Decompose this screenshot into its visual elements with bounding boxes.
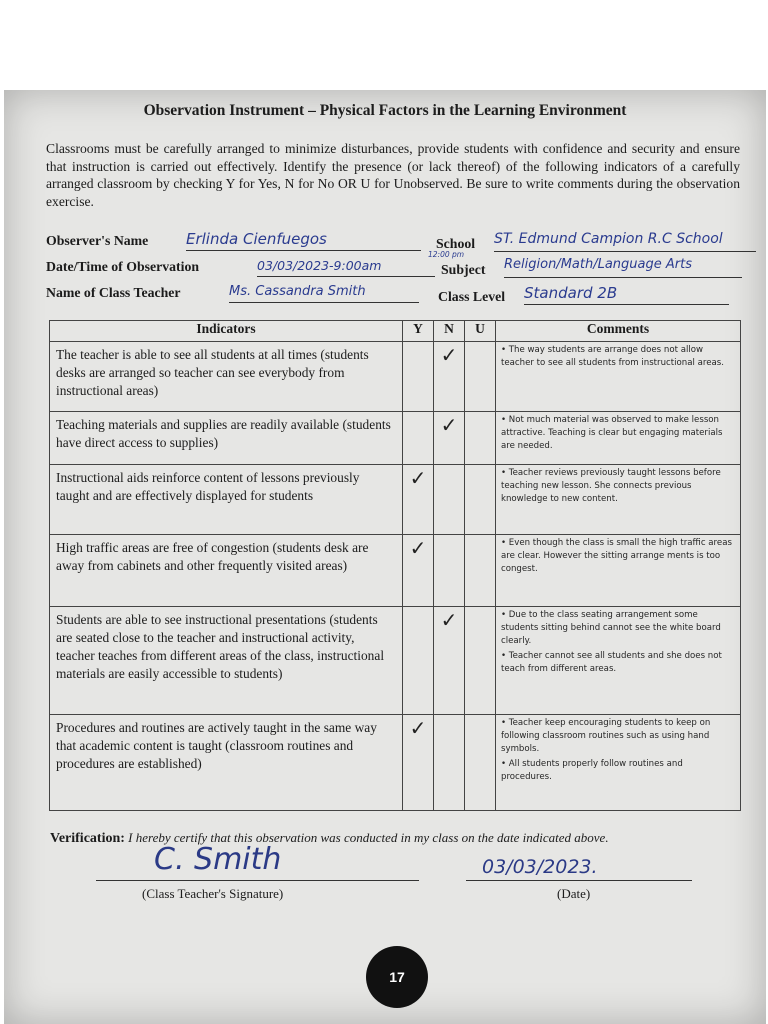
subject-value: Religion/Math/Language Arts <box>504 257 742 278</box>
comment-text: • Due to the class seating arrangement some students sitting behind cannot see the white board clearly. <box>501 610 721 646</box>
check-mark-icon: ✓ <box>409 468 427 490</box>
check-mark-icon: ✓ <box>440 345 458 367</box>
table-row <box>50 465 741 535</box>
observation-sheet <box>4 90 766 1024</box>
header-yes: Y <box>403 321 434 342</box>
comment-text: • All students properly follow routines and procedures. <box>501 759 683 782</box>
header-no: N <box>434 321 465 342</box>
comments-cell <box>496 715 741 811</box>
verification-text: I hereby certify that this observation was conducted in my class on the date indicated above. <box>128 830 609 845</box>
comment-text: • Teacher cannot see all students and she does not teach from different areas. <box>501 651 722 674</box>
class-level-label: Class Level <box>438 289 506 304</box>
class-level-value: Standard 2B <box>524 284 729 305</box>
date-line <box>466 880 692 881</box>
table-row <box>50 715 741 811</box>
school-label: School <box>436 236 476 251</box>
datetime-extra-value: 12:00 pm <box>428 250 465 259</box>
datetime-value: 03/03/2023-9:00am <box>257 258 435 277</box>
header-comments: Comments <box>496 321 741 342</box>
instructions-paragraph: Classrooms must be carefully arranged to minimize disturbances, provide students with confidence and security and ensure that instruction is carried out effectively. Identify the presence (or lack thereof) of the following indicators of a carefully arranged classroom by checking Y for Yes, N for No OR U for Unobserved. Be sure to write comments during the observation exercise. <box>46 141 740 209</box>
check-mark-icon: ✓ <box>409 538 427 560</box>
table-header-row <box>50 321 741 342</box>
indicator-cell: Instructional aids reinforce content of lessons previously taught and are effectively displayed for students <box>50 465 403 535</box>
comments-cell <box>496 607 741 715</box>
document-title: Observation Instrument – Physical Factors in the Learning Environment <box>143 102 627 119</box>
indicator-cell: Teaching materials and supplies are readily available (students have direct access to supplies) <box>50 412 403 465</box>
verification-statement <box>50 830 609 847</box>
comments-cell <box>496 342 741 412</box>
comments-cell <box>496 465 741 535</box>
verification-date-value: 03/03/2023. <box>482 856 598 878</box>
comment-text: • Teacher keep encouraging students to keep on following classroom routines such as using hand symbols. <box>501 718 711 754</box>
indicators-table <box>49 320 741 811</box>
observer-label: Observer's Name <box>46 233 149 248</box>
check-mark-icon: ✓ <box>440 415 458 437</box>
signature-caption: (Class Teacher's Signature) <box>142 886 284 901</box>
table-row <box>50 342 741 412</box>
table-row <box>50 535 741 607</box>
date-caption: (Date) <box>557 886 591 901</box>
verification-label: Verification: <box>50 831 125 846</box>
indicator-cell: Students are able to see instructional presentations (students are seated close to the teacher and instructional activity, teacher teaches from different areas of the class, instructional materials are easily accessible to students) <box>50 607 403 715</box>
header-unobserved: U <box>465 321 496 342</box>
datetime-label: Date/Time of Observation <box>46 259 200 274</box>
comment-text: • Even though the class is small the high traffic areas are clear. However the sitting arrange ments is too congest. <box>501 538 732 574</box>
check-mark-icon: ✓ <box>440 610 458 632</box>
table-row <box>50 412 741 465</box>
page-number-badge: 17 <box>366 946 428 1008</box>
table-row <box>50 607 741 715</box>
indicator-cell: The teacher is able to see all students at all times (students desks are arranged so teacher can see everybody from instructional areas) <box>50 342 403 412</box>
comment-text: • Teacher reviews previously taught lessons before teaching new lesson. She connects previous knowledge to new content. <box>501 468 721 504</box>
header-indicators: Indicators <box>50 321 403 342</box>
class-teacher-value: Ms. Cassandra Smith <box>229 284 419 303</box>
indicator-cell: High traffic areas are free of congestion (students desk are away from cabinets and other frequently visited areas) <box>50 535 403 607</box>
subject-label: Subject <box>441 262 486 277</box>
school-value: ST. Edmund Campion R.C School <box>494 231 756 252</box>
signature-line <box>96 880 419 881</box>
comment-text: • Not much material was observed to make lesson attractive. Teaching is clear but engaging materials are needed. <box>501 415 723 451</box>
comments-cell <box>496 412 741 465</box>
check-mark-icon: ✓ <box>409 718 427 740</box>
indicator-cell: Procedures and routines are actively taught in the same way that academic content is taught (classroom routines and procedures are established) <box>50 715 403 811</box>
observer-name-value: Erlinda Cienfuegos <box>186 230 421 251</box>
comment-text: • The way students are arrange does not allow teacher to see all students from instructional areas. <box>501 345 724 368</box>
comments-cell <box>496 535 741 607</box>
class-teacher-signature: C. Smith <box>154 842 282 877</box>
class-teacher-label: Name of Class Teacher <box>46 285 181 300</box>
